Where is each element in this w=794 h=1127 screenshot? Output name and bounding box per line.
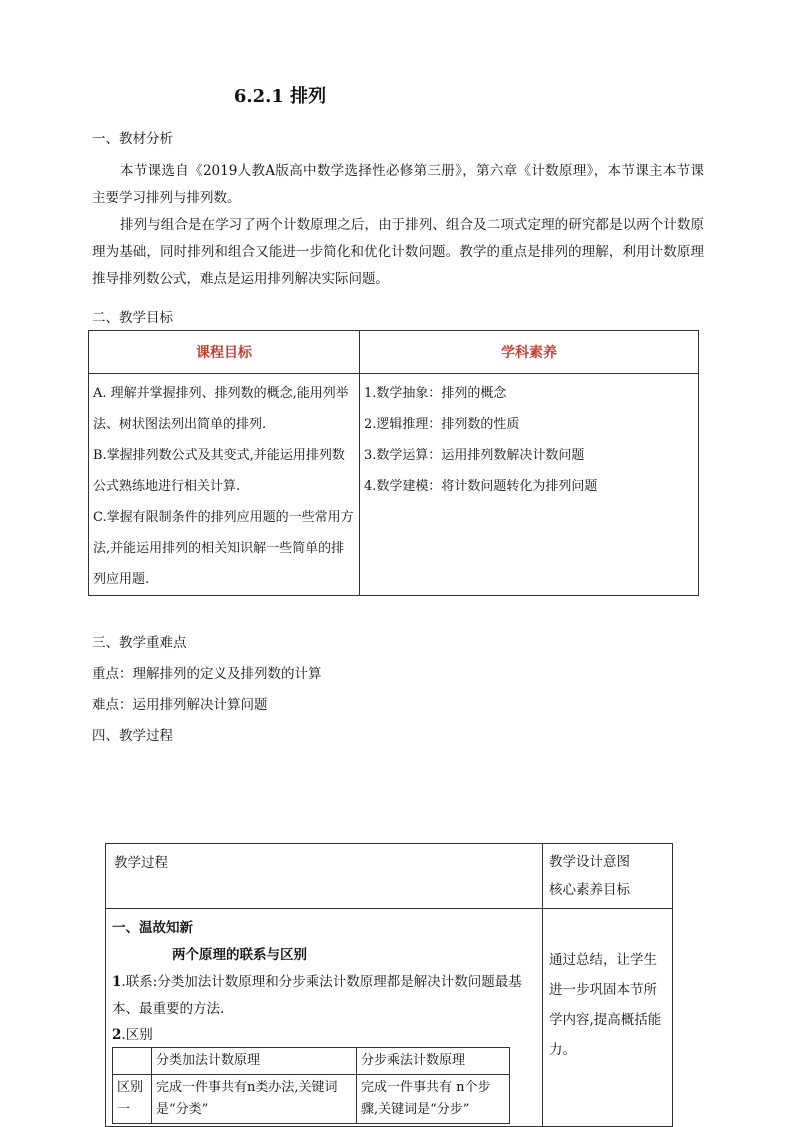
analysis-body — [92, 158, 704, 293]
analysis-paragraph-2: 排列与组合是在学习了两个计数原理之后，由于排列、组合及二项式定理的研究都是以两个计数原理为基础，同时排列和组合又能进一步简化和优化计数问题。教学的重点是排列的理解，利用计数原理推导排列数公式，难点是运用排列解决实际问题。 — [92, 217, 704, 287]
section-heading-goals: 二、教学目标 — [92, 310, 173, 326]
literacy-cell — [360, 374, 699, 596]
inner-header-addition: 分类加法计数原理 — [152, 1048, 357, 1075]
literacy-item-3: 3.数学运算：运用排列数解决计数问题 — [364, 448, 585, 463]
section-heading-process: 四、教学过程 — [92, 728, 173, 744]
intent-content — [543, 909, 673, 1127]
intent-header — [543, 844, 673, 909]
inner-row-label: 区别一 — [113, 1075, 152, 1124]
intent-text: 通过总结，让学生进一步巩固本节所学内容,提高概括能力。 — [549, 952, 662, 1058]
item2-number: 2 — [112, 1027, 122, 1043]
difficult-point: 难点：运用排列解决计算问题 — [92, 697, 268, 713]
inner-header-multiplication: 分步乘法计数原理 — [357, 1048, 510, 1075]
process-content — [106, 909, 543, 1127]
key-point: 重点：理解排列的定义及排列数的计算 — [92, 666, 322, 682]
section-heading-keypoints: 三、教学重难点 — [92, 635, 187, 651]
literacy-item-2: 2.逻辑推理：排列数的性质 — [364, 417, 520, 432]
item-difference — [112, 1023, 536, 1047]
goals-table — [88, 330, 699, 596]
inner-row-multiplication: 完成一件事共有 n个步骤,关键词是“分步” — [357, 1075, 510, 1124]
process-table — [105, 843, 673, 1127]
review-title: 一、温故知新 — [112, 920, 193, 936]
intent-header-line2: 核心素养目标 — [549, 882, 630, 898]
course-goals-header: 课程目标 — [89, 331, 360, 374]
course-goal-b: B.掌握排列数公式及其变式,并能运用排列数公式熟练地进行相关计算. — [93, 448, 345, 494]
process-header — [106, 844, 543, 909]
inner-row-addition: 完成一件事共有n类办法,关键词是“分类” — [152, 1075, 357, 1124]
page-title: 6.2.1 排列 — [233, 86, 327, 107]
course-goal-c: C.掌握有限制条件的排列应用题的一些常用方法,并能运用排列的相关知识解一些简单的排列应用题. — [93, 510, 354, 587]
course-goal-a: A. 理解并掌握排列、排列数的概念,能用列举法、树状图法列出简单的排列. — [93, 386, 349, 432]
section-heading-analysis: 一、教材分析 — [92, 131, 173, 147]
analysis-paragraph-1: 本节课选自《2019人教A版高中数学选择性必修第三册》，第六章《计数原理》，本节课主本节课主要学习排列与排列数。 — [92, 163, 704, 206]
item2-text: .区别 — [121, 1027, 153, 1043]
item1-number: 1 — [112, 974, 122, 990]
difference-table — [112, 1047, 510, 1124]
literacy-header: 学科素养 — [360, 331, 699, 374]
course-goals-cell — [89, 374, 360, 596]
item1-text: .联系:分类加法计数原理和分步乘法计数原理都是解决计数问题最基本、最重要的方法. — [112, 974, 522, 1017]
inner-corner — [113, 1048, 152, 1075]
intent-header-line1: 教学设计意图 — [549, 854, 630, 870]
literacy-item-1: 1.数学抽象：排列的概念 — [364, 386, 507, 401]
principles-subtitle: 两个原理的联系与区别 — [172, 947, 307, 963]
item-connection — [112, 969, 536, 1023]
process-header-label: 教学过程 — [114, 855, 168, 871]
literacy-item-4: 4.数学建模：将计数问题转化为排列问题 — [364, 479, 598, 494]
